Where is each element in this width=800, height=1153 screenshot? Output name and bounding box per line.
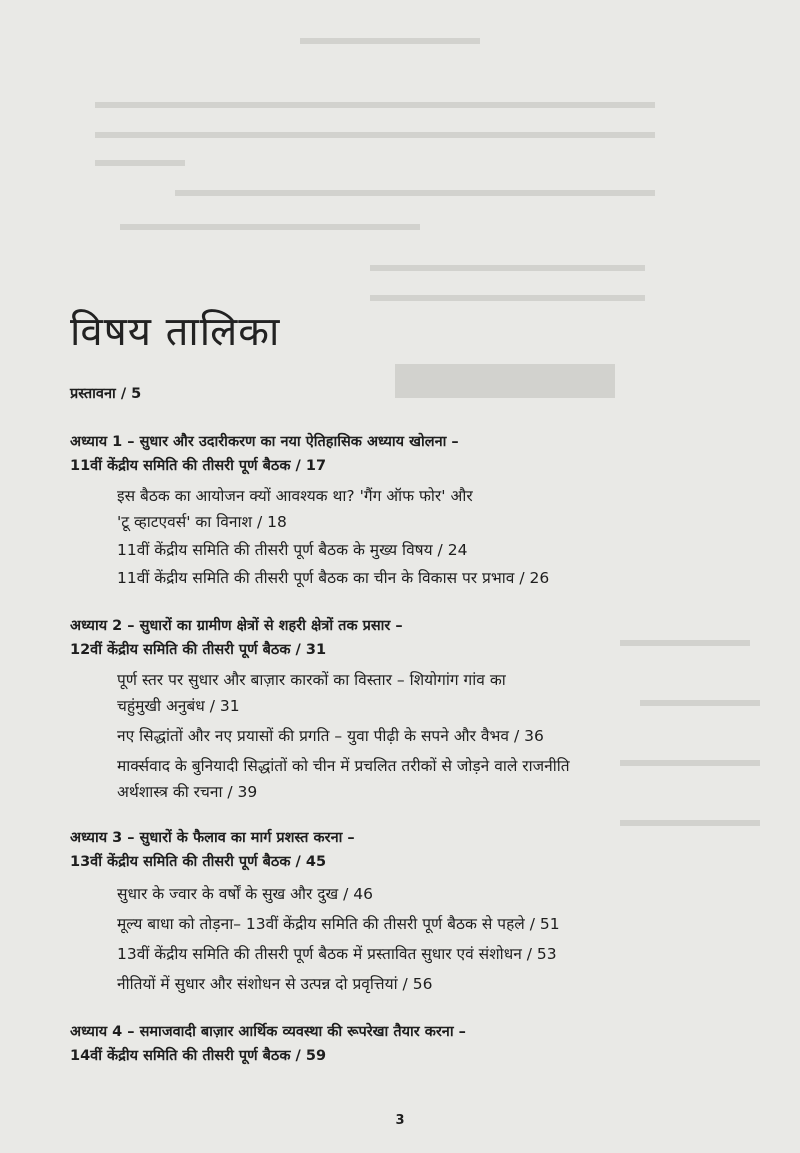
entry-page-number: 46 — [353, 885, 373, 903]
entry-label: 11वीं केंद्रीय समिति की तीसरी पूर्ण बैठक के मुख्य विषय / — [117, 541, 448, 559]
toc-entry-2-2[interactable] — [117, 726, 544, 746]
entry-page-number: 17 — [305, 458, 327, 474]
toc-entry-3-3[interactable] — [117, 944, 557, 964]
entry-label: नीतियों में सुधार और संशोधन से उत्पन्न दो प्रवृत्तियां / — [117, 975, 413, 993]
entry-page-number: 39 — [237, 783, 258, 801]
entry-label: 14वीं केंद्रीय समिति की तीसरी पूर्ण बैठक / — [70, 1048, 306, 1064]
entry-page-number: 36 — [524, 727, 544, 745]
chapter-3-subheading[interactable] — [70, 852, 326, 872]
entry-page-number: 56 — [412, 975, 433, 993]
entry-label: 11वीं केंद्रीय समिति की तीसरी पूर्ण बैठक का चीन के विकास पर प्रभाव / — [117, 569, 530, 587]
entry-label: मूल्य बाधा को तोड़ना– 13वीं केंद्रीय समिति की तीसरी पूर्ण बैठक से पहले / — [117, 915, 540, 933]
entry-page-number: 18 — [267, 513, 287, 531]
chapter-1-subheading[interactable] — [70, 456, 326, 476]
entry-label: सुधार के ज्वार के वर्षों के सुख और दुख / — [117, 885, 354, 903]
toc-entry-1-2[interactable] — [117, 540, 467, 560]
entry-label: अर्थशास्त्र की रचना / — [117, 783, 238, 801]
chapter-3-heading[interactable]: अध्याय 3 – सुधारों के फैलाव का मार्ग प्रशस्त करना – — [70, 830, 355, 846]
toc-entry-3-1[interactable] — [117, 884, 373, 904]
entry-label: नए सिद्धांतों और नए प्रयासों की प्रगति – युवा पीढ़ी के सपने और वैभव / — [117, 727, 525, 745]
entry-page-number: 59 — [305, 1048, 327, 1064]
toc-title: विषय तालिका — [70, 309, 281, 355]
toc-entry-3-2[interactable] — [117, 914, 560, 934]
chapter-4-heading[interactable]: अध्याय 4 – समाजवादी बाज़ार आर्थिक व्यवस्था की रूपरेखा तैयार करना – — [70, 1024, 466, 1040]
toc-entry-1-1-line-2[interactable] — [117, 512, 287, 532]
toc-entry-2-3-line-1[interactable]: मार्क्सवाद के बुनियादी सिद्धांतों को चीन में प्रचलित तरीकों से जोड़ने वाले राजनीति — [117, 757, 570, 775]
entry-page-number: 53 — [536, 945, 557, 963]
entry-page-number: 31 — [305, 642, 327, 658]
toc-entry-1-3[interactable] — [117, 568, 549, 588]
entry-label: 12वीं केंद्रीय समिति की तीसरी पूर्ण बैठक / — [70, 642, 306, 658]
entry-page-number: 5 — [131, 386, 142, 402]
entry-label: 11वीं केंद्रीय समिति की तीसरी पूर्ण बैठक / — [70, 458, 306, 474]
entry-page-number: 24 — [447, 541, 468, 559]
toc-entry-2-1-line-1[interactable]: पूर्ण स्तर पर सुधार और बाज़ार कारकों का विस्तार – शियोगांग गांव का — [117, 671, 506, 689]
entry-label: 13वीं केंद्रीय समिति की तीसरी पूर्ण बैठक में प्रस्तावित सुधार एवं संशोधन / — [117, 945, 537, 963]
page-number: 3 — [395, 1113, 405, 1128]
entry-page-number: 45 — [305, 854, 327, 870]
entry-label: 13वीं केंद्रीय समिति की तीसरी पूर्ण बैठक / — [70, 854, 306, 870]
chapter-1-heading[interactable]: अध्याय 1 – सुधार और उदारीकरण का नया ऐतिहासिक अध्याय खोलना – — [70, 434, 459, 450]
entry-page-number: 26 — [529, 569, 550, 587]
toc-entry-2-3-line-2[interactable] — [117, 782, 257, 802]
toc-entry-2-1-line-2[interactable] — [117, 696, 240, 716]
toc-entry-1-1-line-1[interactable]: इस बैठक का आयोजन क्यों आवश्यक था? 'गैंग ऑफ फोर' और — [117, 487, 473, 505]
chapter-2-heading[interactable]: अध्याय 2 – सुधारों का ग्रामीण क्षेत्रों से शहरी क्षेत्रों तक प्रसार – — [70, 618, 403, 634]
chapter-2-subheading[interactable] — [70, 640, 326, 660]
entry-label: प्रस्तावना / — [70, 386, 132, 402]
toc-entry-3-4[interactable] — [117, 974, 432, 994]
entry-label: चहुंमुखी अनुबंध / — [117, 697, 220, 715]
toc-entry-prastavana[interactable] — [70, 384, 141, 404]
entry-page-number: 51 — [539, 915, 560, 933]
entry-page-number: 31 — [219, 697, 240, 715]
entry-label: 'टू व्हाटएवर्स' का विनाश / — [117, 513, 268, 531]
chapter-4-subheading[interactable] — [70, 1046, 326, 1066]
